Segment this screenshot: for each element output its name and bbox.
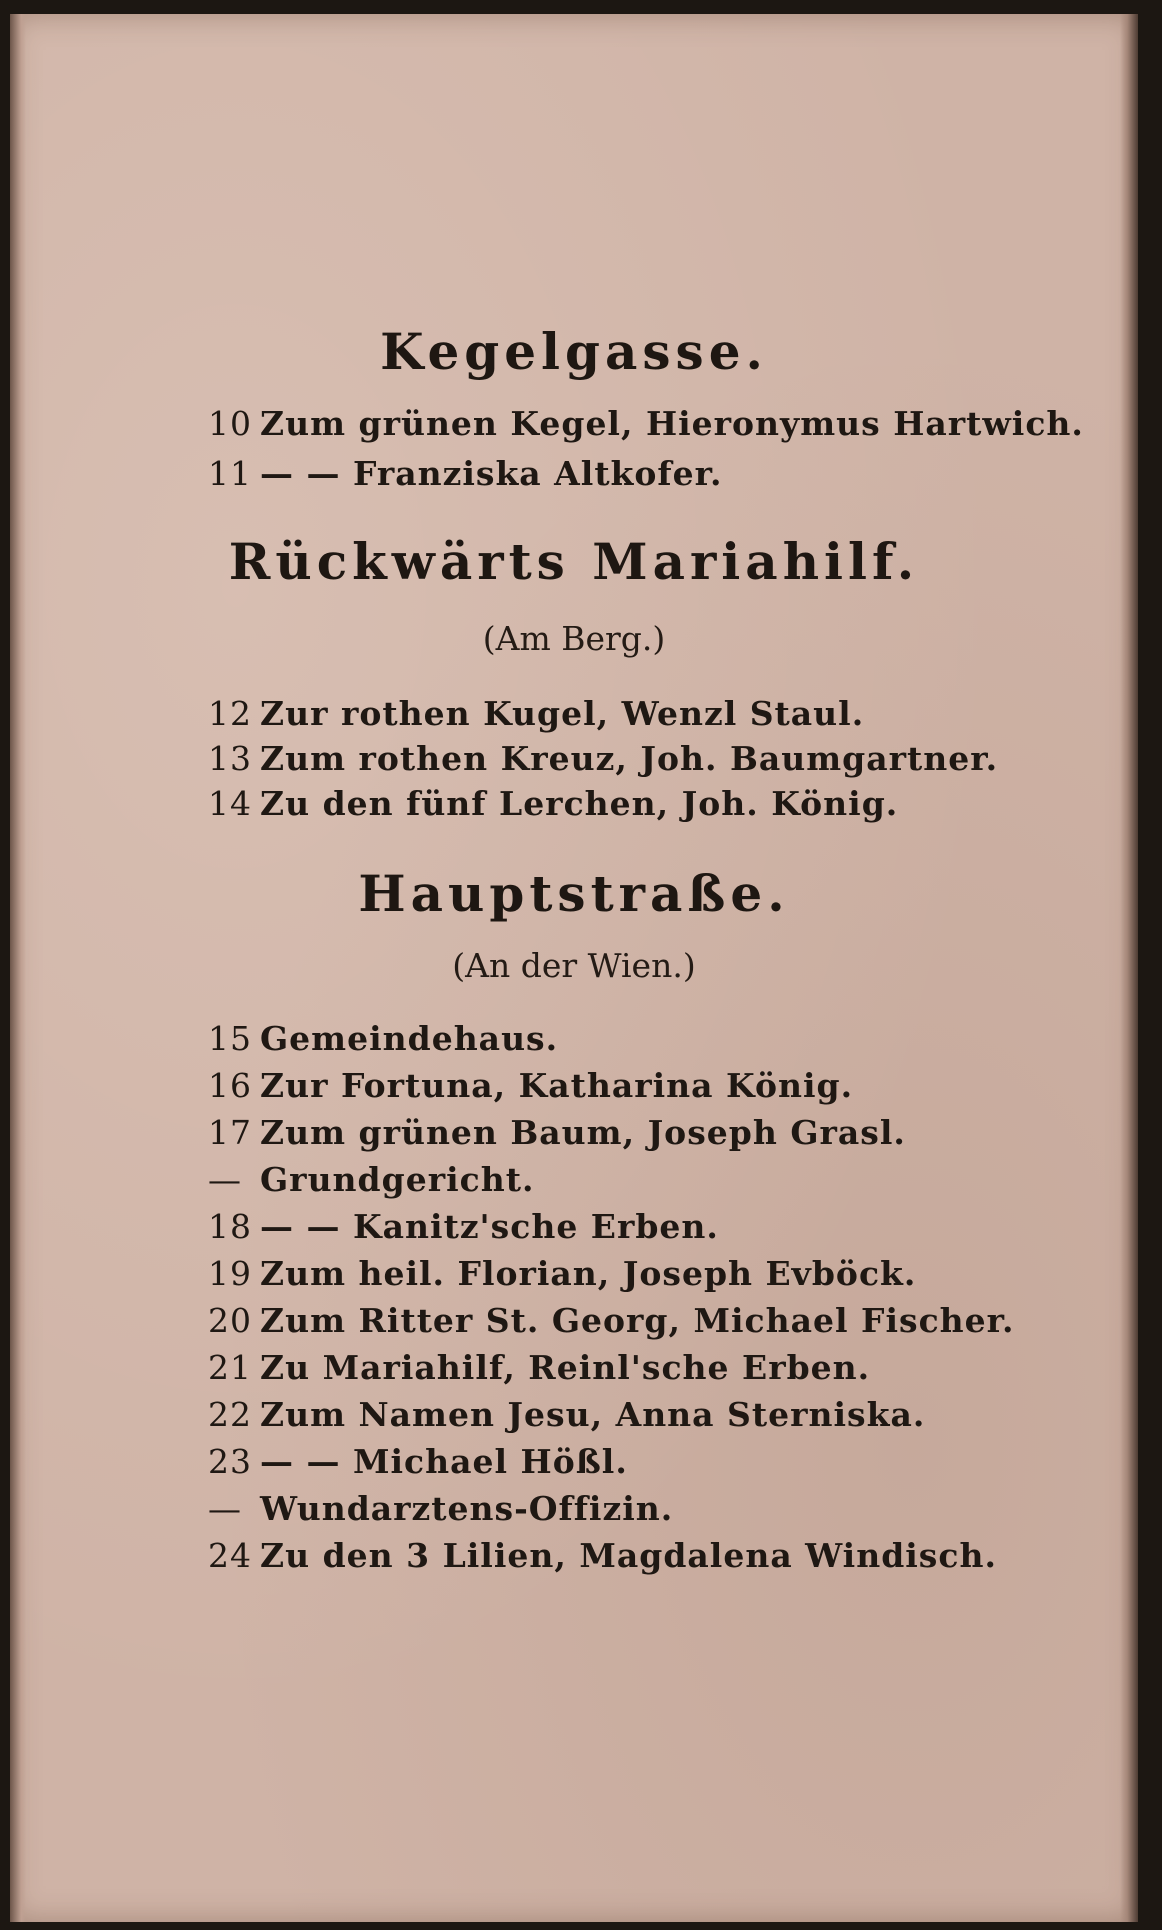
list-item	[208, 784, 1058, 823]
section-heading-kegelgasse: Kegelgasse.	[380, 322, 768, 381]
house-number: 16	[208, 1066, 252, 1105]
house-number: 23	[208, 1442, 252, 1481]
house-number: 14	[208, 784, 252, 823]
entry-text: Zur Fortuna, Katharina König.	[260, 1066, 854, 1105]
list-item	[208, 1113, 1058, 1152]
entry-text: Zum grünen Kegel, Hieronymus Hartwich.	[260, 404, 1084, 443]
house-number: —	[208, 1160, 242, 1199]
entry-text: Zum heil. Florian, Joseph Evböck.	[260, 1254, 917, 1293]
house-number: 10	[208, 404, 252, 443]
house-number: 17	[208, 1113, 252, 1152]
entry-text: Zum rothen Kreuz, Joh. Baumgartner.	[260, 739, 999, 778]
list-item	[208, 1301, 1058, 1340]
entry-text: Grundgericht.	[260, 1160, 535, 1199]
list-item	[208, 1254, 1058, 1293]
entry-text: Zur rothen Kugel, Wenzl Staul.	[260, 694, 865, 733]
house-number: 24	[208, 1536, 252, 1575]
section-heading-hauptstrasse: Hauptstraße.	[358, 864, 790, 923]
house-number: 12	[208, 694, 252, 733]
list-item	[208, 1395, 1058, 1434]
list-item	[208, 1207, 1058, 1246]
house-number: 18	[208, 1207, 252, 1246]
house-number: 13	[208, 739, 252, 778]
house-number: 21	[208, 1348, 252, 1387]
house-number: 15	[208, 1019, 252, 1058]
entry-text: Zu den fünf Lerchen, Joh. König.	[260, 784, 899, 823]
entry-text: Wundarztens-Offizin.	[260, 1489, 674, 1528]
list-item	[208, 404, 1084, 443]
list-item	[208, 1536, 1058, 1575]
entry-text: — — Franziska Altkofer.	[260, 454, 723, 493]
list-item	[208, 1066, 1058, 1105]
entry-text: Zum grünen Baum, Joseph Grasl.	[260, 1113, 906, 1152]
entry-text: Zu Mariahilf, Reinl'sche Erben.	[260, 1348, 871, 1387]
book-page	[10, 14, 1138, 1922]
entry-text: Zum Ritter St. Georg, Michael Fischer.	[260, 1301, 1015, 1340]
list-item	[208, 1019, 1058, 1058]
list-item	[208, 1489, 1058, 1528]
section-subheading: (An der Wien.)	[452, 946, 696, 985]
entry-text: — — Michael Hößl.	[260, 1442, 628, 1481]
house-number: 22	[208, 1395, 252, 1434]
section-subheading: (Am Berg.)	[482, 619, 666, 658]
house-number: 20	[208, 1301, 252, 1340]
section-heading-rueckwaerts-mariahilf: Rückwärts Mariahilf.	[228, 532, 920, 591]
list-item	[208, 454, 1058, 493]
list-item	[208, 1348, 1058, 1387]
house-number: 11	[208, 454, 252, 493]
entry-text: Zu den 3 Lilien, Magdalena Windisch.	[260, 1536, 997, 1575]
house-number: —	[208, 1489, 242, 1528]
list-item	[208, 1160, 1058, 1199]
entry-text: Zum Namen Jesu, Anna Sterniska.	[260, 1395, 926, 1434]
house-number: 19	[208, 1254, 252, 1293]
list-item	[208, 1442, 1058, 1481]
entry-text: Gemeindehaus.	[260, 1019, 559, 1058]
list-item	[208, 739, 1058, 778]
entry-text: — — Kanitz'sche Erben.	[260, 1207, 719, 1246]
list-item	[208, 694, 1058, 733]
